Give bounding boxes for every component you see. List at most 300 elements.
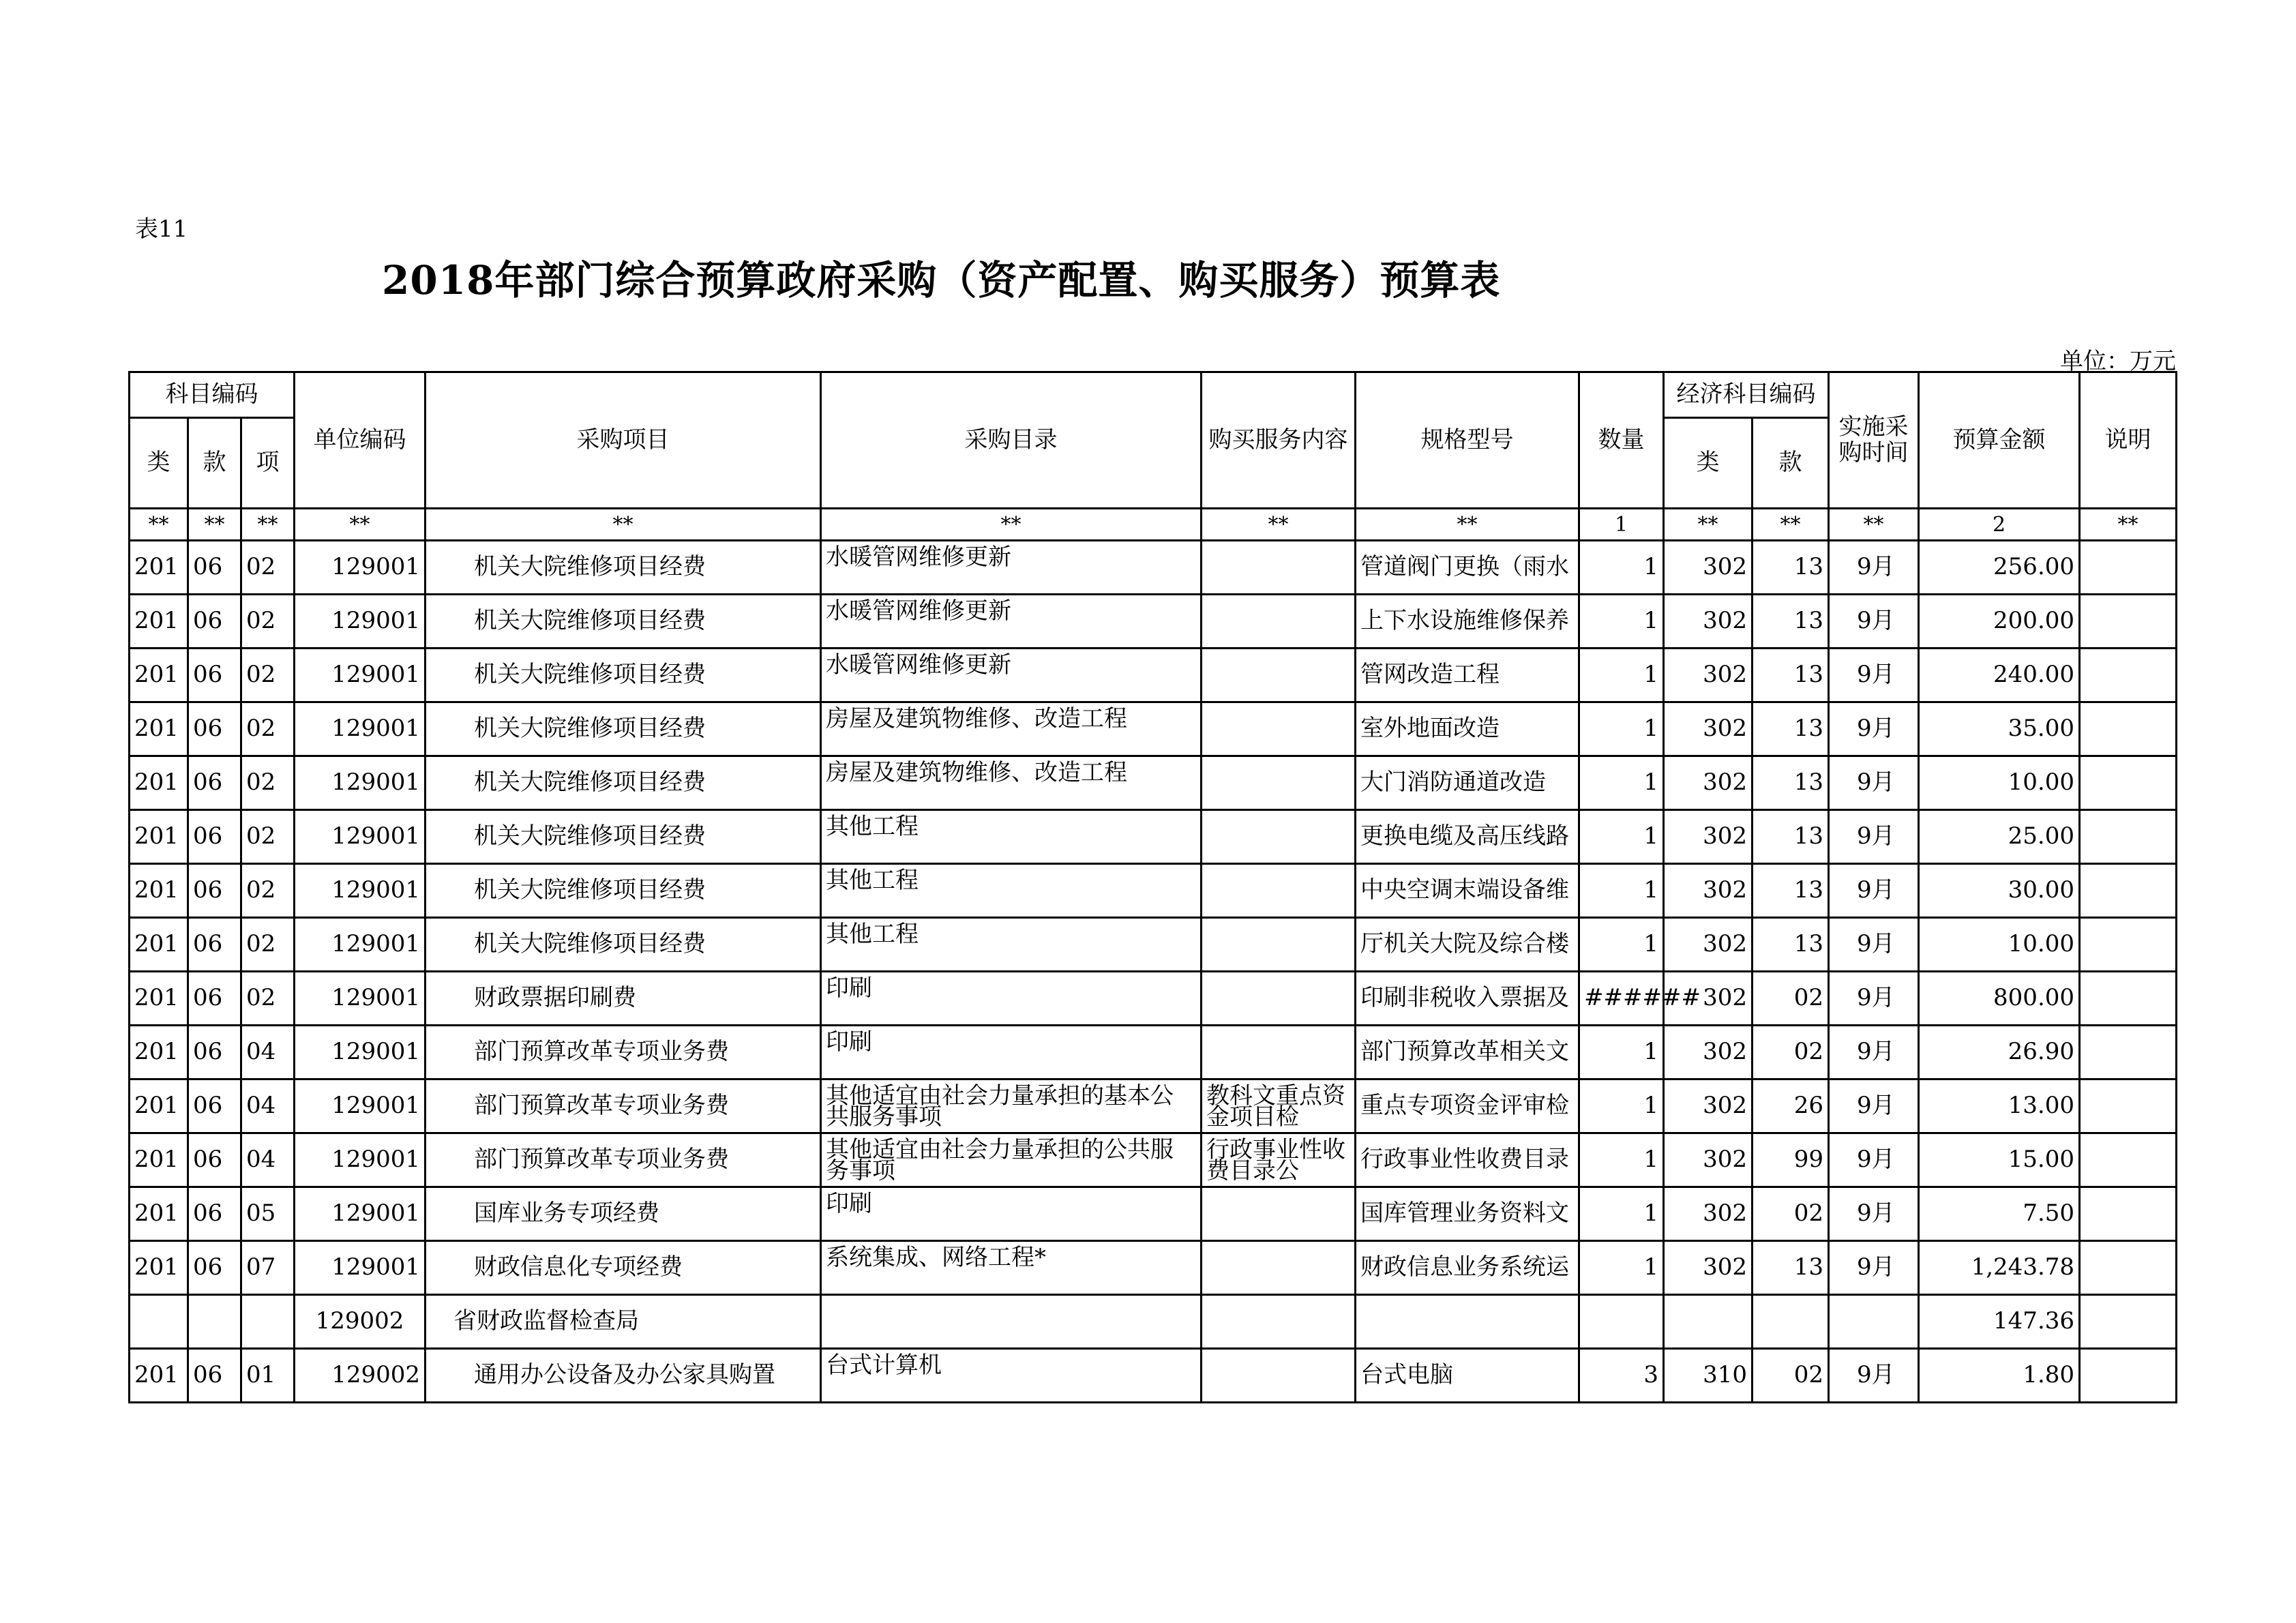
header-unit-code: 单位编码 — [295, 372, 426, 509]
cell-unit-code: 129001 — [295, 1187, 426, 1241]
cell-amount: 10.00 — [1919, 756, 2080, 810]
cell-service — [1202, 649, 1356, 702]
header-spec: 规格型号 — [1356, 372, 1579, 509]
cell-unit-code: 129001 — [295, 702, 426, 756]
cell-service-text — [1206, 816, 1350, 857]
marker-cell: ** — [1202, 509, 1356, 541]
cell-qty: 1 — [1579, 1026, 1664, 1079]
group-row — [130, 1295, 2177, 1349]
cell-econ-lei: 302 — [1664, 810, 1753, 864]
cell-xiang: 02 — [241, 649, 295, 702]
cell-catalog-text: 房屋及建筑物维修、改造工程 — [826, 705, 1128, 732]
cell-econ-kuan: 02 — [1753, 972, 1829, 1026]
cell-econ-kuan: 02 — [1753, 1349, 1829, 1403]
cell-lei: 201 — [130, 1241, 188, 1295]
cell-time: 9月 — [1829, 541, 1919, 595]
cell-time: 9月 — [1829, 1079, 1919, 1133]
cell-service-text — [1206, 1247, 1350, 1288]
cell-econ-kuan: 02 — [1753, 1187, 1829, 1241]
cell-xiang: 07 — [241, 1241, 295, 1295]
cell-service-text — [1206, 1355, 1350, 1396]
cell-lei: 201 — [130, 918, 188, 972]
cell-time: 9月 — [1829, 864, 1919, 918]
header-qty: 数量 — [1579, 372, 1664, 509]
empty-cell — [2080, 1295, 2177, 1349]
cell-time: 9月 — [1829, 810, 1919, 864]
cell-spec: 更换电缆及高压线路 — [1356, 810, 1579, 864]
cell-service-text — [1206, 601, 1350, 642]
cell-catalog — [821, 1349, 1202, 1403]
empty-cell — [1664, 1295, 1753, 1349]
table-row — [130, 756, 2177, 810]
header-econ: 经济科目编码 — [1664, 372, 1829, 418]
cell-qty: 3 — [1579, 1349, 1664, 1403]
cell-catalog — [821, 595, 1202, 649]
cell-service-text — [1206, 1193, 1350, 1234]
cell-service — [1202, 756, 1356, 810]
cell-note — [2080, 1133, 2177, 1187]
cell-econ-kuan: 02 — [1753, 1026, 1829, 1079]
cell-project: 部门预算改革专项业务费 — [426, 1133, 821, 1187]
cell-project: 省财政监督检查局 — [426, 1295, 821, 1349]
cell-note — [2080, 1079, 2177, 1133]
cell-lei: 201 — [130, 595, 188, 649]
table-row — [130, 918, 2177, 972]
cell-kuan: 06 — [188, 1349, 241, 1403]
cell-catalog — [821, 541, 1202, 595]
table-row — [130, 649, 2177, 702]
marker-cell: ** — [295, 509, 426, 541]
cell-econ-lei: 302 — [1664, 918, 1753, 972]
cell-unit-code: 129001 — [295, 1133, 426, 1187]
cell-econ-lei: 302 — [1664, 702, 1753, 756]
header-amount: 预算金额 — [1919, 372, 2080, 509]
cell-qty: 1 — [1579, 864, 1664, 918]
cell-time: 9月 — [1829, 972, 1919, 1026]
cell-lei: 201 — [130, 1026, 188, 1079]
cell-catalog-text: 印刷 — [826, 1190, 873, 1217]
cell-econ-kuan: 13 — [1753, 702, 1829, 756]
cell-time: 9月 — [1829, 1187, 1919, 1241]
header-kuan: 款 — [188, 418, 241, 509]
cell-project: 机关大院维修项目经费 — [426, 649, 821, 702]
cell-kuan: 06 — [188, 864, 241, 918]
empty-cell — [188, 1295, 241, 1349]
cell-catalog — [821, 649, 1202, 702]
header-xiang: 项 — [241, 418, 295, 509]
empty-cell — [1202, 1295, 1356, 1349]
cell-service — [1202, 972, 1356, 1026]
cell-amount: 35.00 — [1919, 702, 2080, 756]
cell-spec: 行政事业性收费目录 — [1356, 1133, 1579, 1187]
header-service: 购买服务内容 — [1202, 372, 1356, 509]
table-row — [130, 595, 2177, 649]
cell-lei: 201 — [130, 756, 188, 810]
table-row — [130, 1349, 2177, 1403]
cell-unit-code: 129001 — [295, 649, 426, 702]
cell-project: 国库业务专项经费 — [426, 1187, 821, 1241]
cell-note — [2080, 1349, 2177, 1403]
cell-kuan: 06 — [188, 1241, 241, 1295]
cell-econ-lei: 302 — [1664, 972, 1753, 1026]
cell-catalog — [821, 918, 1202, 972]
table-row — [130, 1187, 2177, 1241]
cell-note — [2080, 918, 2177, 972]
cell-unit-code: 129001 — [295, 1241, 426, 1295]
marker-cell: 1 — [1579, 509, 1664, 541]
cell-time: 9月 — [1829, 1349, 1919, 1403]
cell-xiang: 02 — [241, 541, 295, 595]
cell-catalog-text: 台式计算机 — [826, 1352, 942, 1379]
cell-kuan: 06 — [188, 702, 241, 756]
cell-catalog — [821, 972, 1202, 1026]
cell-time: 9月 — [1829, 702, 1919, 756]
cell-qty: 1 — [1579, 649, 1664, 702]
cell-service-text — [1206, 709, 1350, 749]
cell-unit-code: 129001 — [295, 1026, 426, 1079]
cell-note — [2080, 702, 2177, 756]
unit-label: 单位：万元 — [2060, 348, 2176, 375]
cell-note — [2080, 810, 2177, 864]
cell-xiang: 04 — [241, 1133, 295, 1187]
cell-spec: 管网改造工程 — [1356, 649, 1579, 702]
cell-qty: ###### — [1579, 972, 1664, 1026]
cell-econ-lei: 302 — [1664, 541, 1753, 595]
cell-unit-code: 129001 — [295, 541, 426, 595]
cell-lei: 201 — [130, 1079, 188, 1133]
cell-catalog-text: 其他适宜由社会力量承担的基本公共服务事项 — [826, 1082, 1174, 1131]
empty-cell — [130, 1295, 188, 1349]
cell-lei: 201 — [130, 864, 188, 918]
empty-cell — [1356, 1295, 1579, 1349]
cell-catalog — [821, 1187, 1202, 1241]
cell-catalog-text: 其他适宜由社会力量承担的公共服务事项 — [826, 1136, 1174, 1185]
cell-spec: 台式电脑 — [1356, 1349, 1579, 1403]
cell-note — [2080, 595, 2177, 649]
cell-service-text — [1206, 870, 1350, 911]
cell-qty: 1 — [1579, 918, 1664, 972]
cell-time: 9月 — [1829, 595, 1919, 649]
cell-note — [2080, 864, 2177, 918]
cell-kuan: 06 — [188, 756, 241, 810]
cell-econ-kuan: 26 — [1753, 1079, 1829, 1133]
cell-time: 9月 — [1829, 918, 1919, 972]
cell-time: 9月 — [1829, 649, 1919, 702]
empty-cell — [1753, 1295, 1829, 1349]
table-row — [130, 1241, 2177, 1295]
cell-project: 通用办公设备及办公家具购置 — [426, 1349, 821, 1403]
cell-catalog — [821, 810, 1202, 864]
table-number: 表11 — [135, 215, 188, 243]
header-econ-kuan: 款 — [1753, 418, 1829, 509]
cell-lei: 201 — [130, 541, 188, 595]
cell-project: 机关大院维修项目经费 — [426, 810, 821, 864]
cell-catalog — [821, 702, 1202, 756]
empty-cell — [241, 1295, 295, 1349]
table-row — [130, 702, 2177, 756]
table-row — [130, 1133, 2177, 1187]
cell-catalog-text: 印刷 — [826, 974, 873, 1002]
cell-service — [1202, 1349, 1356, 1403]
header-time: 实施采购时间 — [1829, 372, 1919, 509]
cell-kuan: 06 — [188, 595, 241, 649]
cell-spec: 部门预算改革相关文 — [1356, 1026, 1579, 1079]
cell-econ-lei: 302 — [1664, 1133, 1753, 1187]
cell-project: 财政票据印刷费 — [426, 972, 821, 1026]
cell-catalog-text: 房屋及建筑物维修、改造工程 — [826, 759, 1128, 786]
cell-service — [1202, 702, 1356, 756]
cell-project: 机关大院维修项目经费 — [426, 702, 821, 756]
cell-catalog-text: 其他工程 — [826, 921, 919, 948]
marker-cell: ** — [1829, 509, 1919, 541]
cell-spec: 上下水设施维修保养 — [1356, 595, 1579, 649]
table-row — [130, 1026, 2177, 1079]
cell-note — [2080, 1026, 2177, 1079]
header-project: 采购项目 — [426, 372, 821, 509]
cell-service — [1202, 864, 1356, 918]
cell-catalog — [821, 864, 1202, 918]
cell-spec: 管道阀门更换（雨水 — [1356, 541, 1579, 595]
cell-note — [2080, 1241, 2177, 1295]
table-row — [130, 1079, 2177, 1133]
marker-cell: ** — [188, 509, 241, 541]
cell-service — [1202, 918, 1356, 972]
cell-time: 9月 — [1829, 1133, 1919, 1187]
cell-service — [1202, 1187, 1356, 1241]
cell-project: 机关大院维修项目经费 — [426, 756, 821, 810]
cell-catalog-text: 系统集成、网络工程* — [826, 1244, 1047, 1271]
cell-lei: 201 — [130, 810, 188, 864]
cell-catalog-text: 其他工程 — [826, 813, 919, 840]
cell-catalog — [821, 1026, 1202, 1079]
cell-econ-lei: 302 — [1664, 864, 1753, 918]
cell-project: 机关大院维修项目经费 — [426, 595, 821, 649]
cell-project: 机关大院维修项目经费 — [426, 864, 821, 918]
cell-econ-lei: 302 — [1664, 649, 1753, 702]
cell-unit-code: 129002 — [295, 1295, 426, 1349]
cell-lei: 201 — [130, 1133, 188, 1187]
cell-service-text — [1206, 1032, 1350, 1073]
cell-xiang: 02 — [241, 810, 295, 864]
cell-econ-kuan: 13 — [1753, 595, 1829, 649]
marker-cell: ** — [241, 509, 295, 541]
cell-unit-code: 129001 — [295, 918, 426, 972]
cell-catalog-text: 其他工程 — [826, 867, 919, 894]
cell-service — [1202, 1079, 1356, 1133]
table-row — [130, 810, 2177, 864]
cell-xiang: 04 — [241, 1079, 295, 1133]
marker-cell: ** — [1753, 509, 1829, 541]
cell-econ-lei: 302 — [1664, 756, 1753, 810]
cell-kuan: 06 — [188, 810, 241, 864]
cell-service — [1202, 541, 1356, 595]
marker-row — [130, 509, 2177, 541]
cell-lei: 201 — [130, 1187, 188, 1241]
cell-amount: 1,243.78 — [1919, 1241, 2080, 1295]
header-lei: 类 — [130, 418, 188, 509]
cell-service — [1202, 595, 1356, 649]
cell-econ-kuan: 99 — [1753, 1133, 1829, 1187]
cell-spec: 财政信息业务系统运 — [1356, 1241, 1579, 1295]
cell-time: 9月 — [1829, 1026, 1919, 1079]
header-catalog: 采购目录 — [821, 372, 1202, 509]
table-row — [130, 864, 2177, 918]
marker-cell: ** — [2080, 509, 2177, 541]
cell-qty: 1 — [1579, 756, 1664, 810]
marker-cell: ** — [821, 509, 1202, 541]
cell-catalog — [821, 1241, 1202, 1295]
empty-cell — [821, 1295, 1202, 1349]
marker-cell: ** — [426, 509, 821, 541]
cell-qty: 1 — [1579, 810, 1664, 864]
cell-lei: 201 — [130, 649, 188, 702]
cell-service-text — [1206, 655, 1350, 696]
cell-xiang: 01 — [241, 1349, 295, 1403]
marker-cell: ** — [130, 509, 188, 541]
cell-service-text — [1206, 924, 1350, 965]
cell-project: 机关大院维修项目经费 — [426, 918, 821, 972]
cell-service — [1202, 1241, 1356, 1295]
cell-kuan: 06 — [188, 1079, 241, 1133]
cell-kuan: 06 — [188, 1026, 241, 1079]
cell-spec: 厅机关大院及综合楼 — [1356, 918, 1579, 972]
cell-catalog — [821, 1133, 1202, 1187]
cell-amount: 256.00 — [1919, 541, 2080, 595]
cell-amount: 7.50 — [1919, 1187, 2080, 1241]
cell-kuan: 06 — [188, 918, 241, 972]
cell-amount: 200.00 — [1919, 595, 2080, 649]
cell-amount: 13.00 — [1919, 1079, 2080, 1133]
cell-note — [2080, 756, 2177, 810]
cell-econ-lei: 302 — [1664, 1079, 1753, 1133]
cell-note — [2080, 1187, 2177, 1241]
cell-xiang: 02 — [241, 918, 295, 972]
marker-cell: 2 — [1919, 509, 2080, 541]
cell-unit-code: 129001 — [295, 864, 426, 918]
cell-project: 财政信息化专项经费 — [426, 1241, 821, 1295]
cell-qty: 1 — [1579, 1187, 1664, 1241]
cell-unit-code: 129001 — [295, 1079, 426, 1133]
cell-xiang: 02 — [241, 595, 295, 649]
header-note: 说明 — [2080, 372, 2177, 509]
cell-unit-code: 129001 — [295, 810, 426, 864]
cell-catalog — [821, 756, 1202, 810]
cell-amount: 25.00 — [1919, 810, 2080, 864]
cell-econ-kuan: 13 — [1753, 864, 1829, 918]
cell-econ-kuan: 13 — [1753, 918, 1829, 972]
cell-amount: 10.00 — [1919, 918, 2080, 972]
cell-amount: 26.90 — [1919, 1026, 2080, 1079]
empty-cell — [1829, 1295, 1919, 1349]
cell-econ-lei: 302 — [1664, 1241, 1753, 1295]
cell-econ-kuan: 13 — [1753, 649, 1829, 702]
cell-catalog-text: 水暖管网维修更新 — [826, 597, 1012, 625]
budget-table — [128, 371, 2177, 1403]
cell-catalog-text: 水暖管网维修更新 — [826, 651, 1012, 679]
cell-kuan: 06 — [188, 541, 241, 595]
marker-cell: ** — [1664, 509, 1753, 541]
cell-service — [1202, 1026, 1356, 1079]
cell-qty: 1 — [1579, 1133, 1664, 1187]
header-kemu: 科目编码 — [130, 372, 295, 418]
cell-econ-lei: 302 — [1664, 1026, 1753, 1079]
cell-note — [2080, 649, 2177, 702]
cell-spec: 中央空调末端设备维 — [1356, 864, 1579, 918]
cell-kuan: 06 — [188, 1187, 241, 1241]
cell-econ-lei: 302 — [1664, 595, 1753, 649]
cell-xiang: 02 — [241, 864, 295, 918]
cell-kuan: 06 — [188, 1133, 241, 1187]
cell-lei: 201 — [130, 1349, 188, 1403]
cell-xiang: 02 — [241, 702, 295, 756]
cell-unit-code: 129001 — [295, 595, 426, 649]
cell-service-text — [1206, 978, 1350, 1019]
cell-service-text: 行政事业性收费目录公 — [1206, 1136, 1346, 1185]
cell-qty: 1 — [1579, 1079, 1664, 1133]
cell-catalog-text: 印刷 — [826, 1028, 873, 1056]
cell-lei: 201 — [130, 972, 188, 1026]
cell-econ-kuan: 13 — [1753, 541, 1829, 595]
cell-xiang: 04 — [241, 1026, 295, 1079]
cell-service-text: 教科文重点资金项目检 — [1206, 1082, 1346, 1131]
cell-amount: 800.00 — [1919, 972, 2080, 1026]
cell-amount: 1.80 — [1919, 1349, 2080, 1403]
cell-service-text — [1206, 762, 1350, 803]
cell-amount: 240.00 — [1919, 649, 2080, 702]
cell-note — [2080, 972, 2177, 1026]
cell-amount: 30.00 — [1919, 864, 2080, 918]
empty-cell — [1579, 1295, 1664, 1349]
cell-xiang: 05 — [241, 1187, 295, 1241]
cell-xiang: 02 — [241, 756, 295, 810]
cell-xiang: 02 — [241, 972, 295, 1026]
cell-catalog-text: 水暖管网维修更新 — [826, 544, 1012, 571]
table-row — [130, 972, 2177, 1026]
cell-amount: 15.00 — [1919, 1133, 2080, 1187]
cell-kuan: 06 — [188, 649, 241, 702]
cell-qty: 1 — [1579, 1241, 1664, 1295]
cell-qty: 1 — [1579, 702, 1664, 756]
cell-project: 部门预算改革专项业务费 — [426, 1079, 821, 1133]
marker-cell: ** — [1356, 509, 1579, 541]
cell-service — [1202, 1133, 1356, 1187]
cell-unit-code: 129002 — [295, 1349, 426, 1403]
cell-econ-lei: 302 — [1664, 1187, 1753, 1241]
cell-kuan: 06 — [188, 972, 241, 1026]
cell-econ-kuan: 13 — [1753, 810, 1829, 864]
cell-econ-lei: 310 — [1664, 1349, 1753, 1403]
cell-spec: 印刷非税收入票据及 — [1356, 972, 1579, 1026]
cell-service-text — [1206, 547, 1350, 588]
cell-spec: 大门消防通道改造 — [1356, 756, 1579, 810]
cell-note — [2080, 541, 2177, 595]
cell-service — [1202, 810, 1356, 864]
cell-econ-kuan: 13 — [1753, 756, 1829, 810]
cell-project: 部门预算改革专项业务费 — [426, 1026, 821, 1079]
table-row — [130, 541, 2177, 595]
cell-spec: 国库管理业务资料文 — [1356, 1187, 1579, 1241]
cell-spec: 重点专项资金评审检 — [1356, 1079, 1579, 1133]
cell-qty: 1 — [1579, 595, 1664, 649]
cell-econ-kuan: 13 — [1753, 1241, 1829, 1295]
cell-time: 9月 — [1829, 756, 1919, 810]
cell-project: 机关大院维修项目经费 — [426, 541, 821, 595]
cell-lei: 201 — [130, 702, 188, 756]
cell-catalog — [821, 1079, 1202, 1133]
cell-time: 9月 — [1829, 1241, 1919, 1295]
cell-unit-code: 129001 — [295, 972, 426, 1026]
cell-unit-code: 129001 — [295, 756, 426, 810]
